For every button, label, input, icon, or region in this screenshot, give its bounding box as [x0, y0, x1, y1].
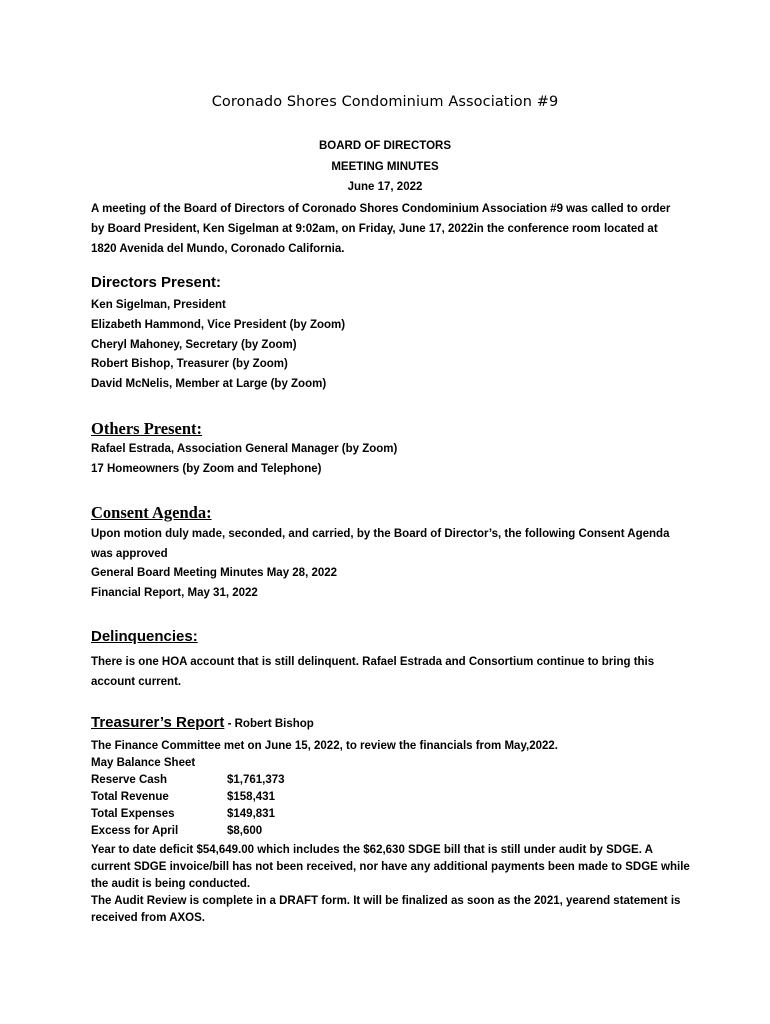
balance-row-label: Excess for April [91, 825, 179, 837]
list-item: Rafael Estrada, Association General Manager (by Zoom) [91, 443, 398, 455]
list-item: Elizabeth Hammond, Vice President (by Zoom) [91, 319, 346, 331]
delinquencies-heading: Delinquencies: [91, 628, 198, 645]
treasurer-heading [91, 714, 314, 731]
list-item: Ken Sigelman, President [91, 299, 226, 311]
balance-row-label: Total Revenue [91, 791, 169, 803]
treasurer-closing-text: Year to date deficit $54,649.00 which includes the $62,630 SDGE bill that is still under audit by SDGE. A current SDGE invoice/bill has not been received, nor have any additional payments been made to SDGE while the audit is being conducted. The Audit Review is complete in a DRAFT form. It will be finalized as soon as the 2021, yearend statement is received from AXOS. [91, 844, 690, 924]
balance-row-value: $149,831 [227, 808, 275, 820]
list-item: David McNelis, Member at Large (by Zoom) [91, 378, 327, 390]
consent-text: Upon motion duly made, seconded, and carried, by the Board of Director’s, the following Consent Agenda was approved [91, 528, 670, 560]
balance-row-value: $8,600 [227, 825, 263, 837]
list-item: General Board Meeting Minutes May 28, 2022 [91, 567, 338, 579]
others-heading: Others Present: [91, 419, 203, 438]
balance-sheet-title: May Balance Sheet [91, 757, 196, 769]
list-item: Robert Bishop, Treasurer (by Zoom) [91, 358, 288, 370]
finance-committee-line: The Finance Committee met on June 15, 2022, to review the financials from May,2022. [91, 740, 558, 752]
association-title: Coronado Shores Condominium Association #9 [211, 94, 559, 110]
intro-paragraph: A meeting of the Board of Directors of Coronado Shores Condominium Association #9 was called to order by Board President, Ken Sigelman at 9:02am, on Friday, June 17, 2022in the conference room located at 1820 Avenida del Mundo, Coronado California. [91, 203, 671, 255]
list-item: Financial Report, May 31, 2022 [91, 587, 258, 599]
balance-row-value: $158,431 [227, 791, 275, 803]
list-item: Cheryl Mahoney, Secretary (by Zoom) [91, 339, 297, 351]
treasurer-heading-presenter: - Robert Bishop [224, 718, 314, 730]
list-item: 17 Homeowners (by Zoom and Telephone) [91, 463, 322, 475]
treasurer-heading-title: Treasurer’s Report [91, 714, 225, 731]
balance-row-label: Total Expenses [91, 808, 175, 820]
consent-heading: Consent Agenda: [91, 503, 212, 522]
board-header-line: BOARD OF DIRECTORS [318, 140, 452, 152]
delinquencies-text: There is one HOA account that is still delinquent. Rafael Estrada and Consortium continue to bring this account current. [91, 656, 655, 688]
balance-row-label: Reserve Cash [91, 774, 168, 786]
directors-heading: Directors Present: [91, 274, 222, 291]
balance-row-value: $1,761,373 [227, 774, 285, 786]
minutes-header-line: MEETING MINUTES [331, 161, 439, 173]
meeting-date: June 17, 2022 [347, 181, 423, 193]
